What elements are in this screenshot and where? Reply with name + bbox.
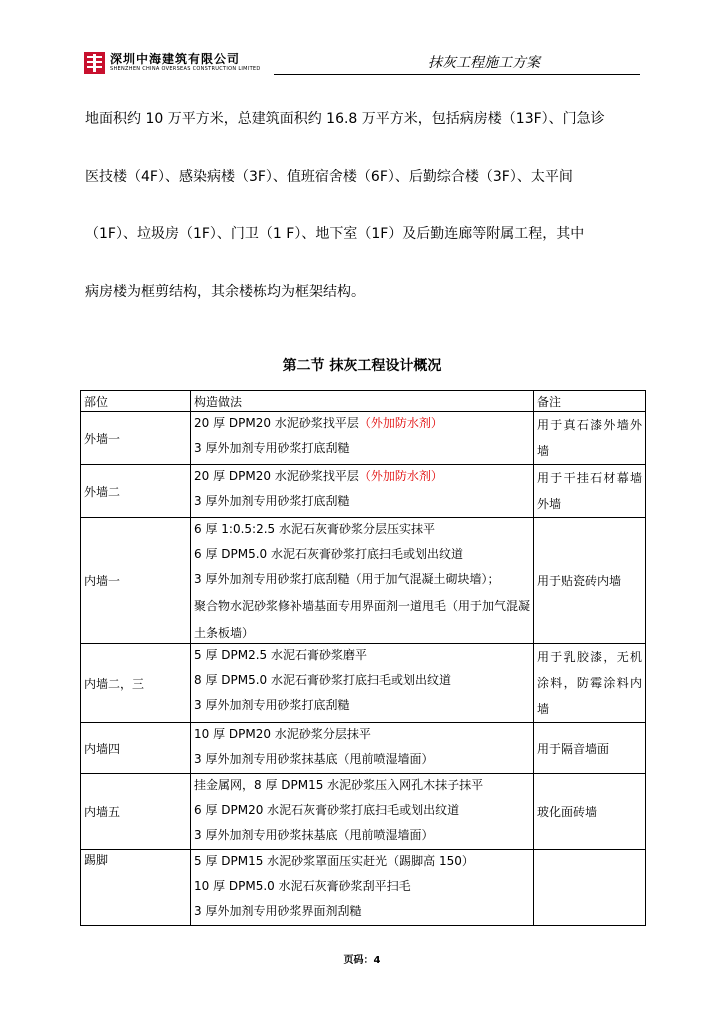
header-cell-note: 备注: [534, 391, 646, 412]
row-note: 用于隔音墙面: [534, 723, 646, 774]
layer-line: 3 厚外加剂专用砂浆抹基底（甩前喷湿墙面）: [194, 828, 434, 842]
company-name-en: SHENZHEN CHINA OVERSEAS CONSTRUCTION LIMITED: [110, 66, 261, 72]
row-layers: [191, 644, 534, 723]
layer-line: 8 厚 DPM5.0 水泥石膏砂浆打底扫毛或划出纹道: [194, 673, 451, 687]
page-number: 页码：4: [343, 955, 381, 966]
intro-line-1: 地面积约 10 万平方米，总建筑面积约 16.8 万平方米，包括病房楼（13F）、门急诊: [85, 111, 605, 127]
row-note: 用于真石漆外墙外墙: [534, 412, 646, 465]
intro-line-3: （1F）、垃圾房（1F）、门卫（1 F）、地下室（1F）及后勤连廊等附属工程，其中: [85, 226, 585, 242]
layer-line: 10 厚 DPM5.0 水泥石灰膏砂浆刮平扫毛: [194, 879, 411, 893]
header-cell-part: 部位: [81, 391, 191, 412]
table-row: [81, 850, 646, 926]
intro-line-2: 医技楼（4F）、感染病楼（3F）、值班宿舍楼（6F）、后勤综合楼（3F）、太平间: [85, 169, 573, 185]
row-layers: [191, 465, 534, 518]
row-note: 用于贴瓷砖内墙: [534, 518, 646, 644]
company-logo-icon: [84, 52, 105, 74]
layer-line: 6 厚 DPM5.0 水泥石灰膏砂浆打底扫毛或划出纹道: [194, 547, 463, 561]
layer-line: 5 厚 DPM2.5 水泥石膏砂浆磨平: [194, 648, 367, 662]
table-row: [81, 412, 646, 465]
company-name-cn: 深圳中海建筑有限公司: [110, 52, 241, 66]
layer-line: 20 厚 DPM20 水泥砂浆找平层（外加防水剂）: [194, 469, 443, 483]
table-row: [81, 465, 646, 518]
row-layers: [191, 412, 534, 465]
row-part: 外墙一: [81, 412, 191, 465]
row-note: 玻化面砖墙: [534, 774, 646, 850]
table-row: [81, 774, 646, 850]
layer-line: 3 厚外加剂专用砂浆打底刮糙: [194, 698, 350, 712]
row-layers: [191, 723, 534, 774]
row-note: [534, 850, 646, 926]
layer-line: 6 厚 DPM20 水泥石灰膏砂浆打底扫毛或划出纹道: [194, 803, 460, 817]
table-row: [81, 723, 646, 774]
header-cell-method: 构造做法: [191, 391, 534, 412]
layer-line: 3 厚外加剂专用砂浆打底刮糙: [194, 441, 350, 455]
row-part: 外墙二: [81, 465, 191, 518]
row-note: 用于干挂石材幕墙外墙: [534, 465, 646, 518]
table-row: [81, 644, 646, 723]
plaster-design-table: [80, 390, 646, 926]
layer-line: 3 厚外加剂专用砂浆抹基底（甩前喷湿墙面）: [194, 752, 434, 766]
highlight-text: （外加防水剂）: [358, 469, 443, 483]
table-header-row: [81, 391, 646, 412]
row-layers: [191, 774, 534, 850]
row-part: 踢脚: [81, 850, 191, 926]
row-part: 内墙一: [81, 518, 191, 644]
layer-line: 3 厚外加剂专用砂浆打底刮糙（用于加气混凝土砌块墙）；: [194, 572, 500, 586]
row-layers: [191, 850, 534, 926]
layer-line: 3 厚外加剂专用砂浆界面剂刮糙: [194, 904, 362, 918]
table-row: [81, 518, 646, 644]
layer-line: 20 厚 DPM20 水泥砂浆找平层（外加防水剂）: [194, 416, 443, 430]
row-layers: [191, 518, 534, 644]
highlight-text: （外加防水剂）: [358, 416, 443, 430]
layer-line: 5 厚 DPM15 水泥砂浆罩面压实赶光（踢脚高 150）: [194, 854, 474, 868]
layer-line: 6 厚 1:0.5:2.5 水泥石灰膏砂浆分层压实抹平: [194, 522, 435, 536]
layer-line: 聚合物水泥砂浆修补墙基面专用界面剂一道甩毛（用于加气混凝土条板墙）: [194, 599, 530, 640]
page-header: [84, 50, 640, 78]
layer-line: 挂金属网，8 厚 DPM15 水泥砂浆压入网孔木抹子抹平: [194, 778, 484, 792]
row-part: 内墙四: [81, 723, 191, 774]
document-title: 抹灰工程施工方案: [428, 55, 540, 71]
layer-line: 10 厚 DPM20 水泥砂浆分层抹平: [194, 727, 371, 741]
row-part: 内墙二，三: [81, 644, 191, 723]
intro-line-4: 病房楼为框剪结构，其余楼栋均为框架结构。: [85, 284, 365, 300]
layer-line: 3 厚外加剂专用砂浆打底刮糙: [194, 494, 350, 508]
header-divider: [274, 74, 640, 75]
row-part: 内墙五: [81, 774, 191, 850]
section-title: 第二节 抹灰工程设计概况: [282, 358, 442, 374]
row-note: 用于乳胶漆，无机涂料，防霉涂料内墙: [534, 644, 646, 723]
